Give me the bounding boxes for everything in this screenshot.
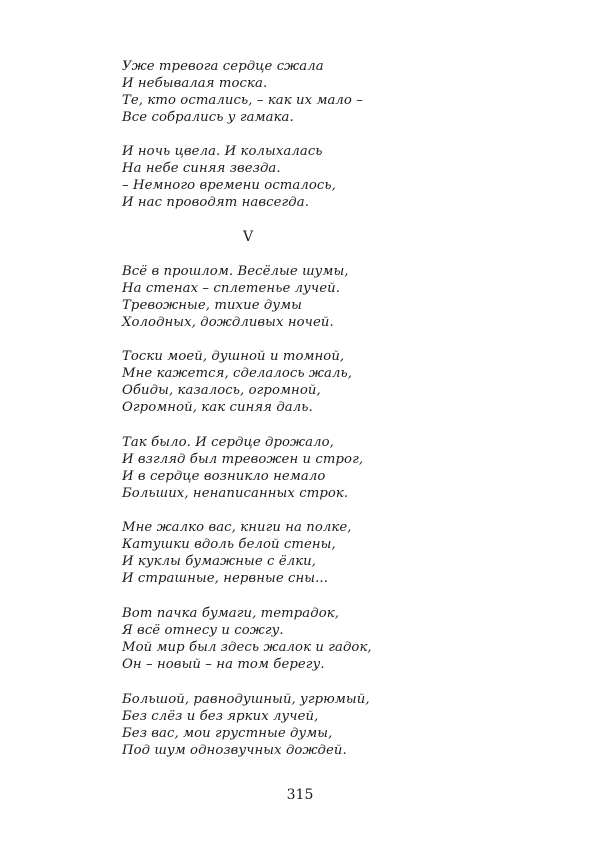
poem-line: Всё в прошлом. Весёлые шумы, (122, 264, 349, 279)
poem-line: Катушки вдоль белой стены, (122, 537, 336, 552)
poem-line: Вот пачка бумаги, тетрадок, (122, 606, 340, 621)
poem-line: И куклы бумажные с ёлки, (122, 554, 317, 569)
poem-line: Тревожные, тихие думы (122, 298, 302, 313)
poem-line: И в сердце возникло немало (122, 469, 326, 484)
poem-line: И ночь цвела. И колыхалась (122, 144, 323, 159)
poem-line: Мой мир был здесь жалок и гадок, (122, 640, 372, 655)
poem-line: И небывалая тоска. (122, 76, 268, 91)
poem-line: Огромной, как синяя даль. (122, 400, 313, 415)
poem-line: На стенах – сплетенье лучей. (122, 281, 341, 296)
poem-line: Уже тревога сердце сжала (122, 59, 324, 74)
poem-line: На небе синяя звезда. (122, 161, 281, 176)
poem-line: Так было. И сердце дрожало, (122, 435, 334, 450)
poem-line: Мне кажется, сделалось жаль, (122, 366, 353, 381)
poem-line: Обиды, казалось, огромной, (122, 383, 321, 398)
poem-line: Я всё отнесу и сожгу. (122, 623, 284, 638)
poem-line: И взгляд был тревожен и строг, (122, 452, 364, 467)
poem-line: Большой, равнодушный, угрюмый, (122, 692, 370, 707)
poem-line: Без вас, мои грустные думы, (122, 726, 333, 741)
poem-line: Те, кто остались, – как их мало – (122, 93, 363, 108)
poem-line: – Немного времени осталось, (122, 178, 336, 193)
poem-line: Без слёз и без ярких лучей, (122, 709, 319, 724)
poem-line: Он – новый – на том берегу. (122, 657, 325, 672)
poem-line: И нас проводят навсегда. (122, 195, 309, 210)
poem-line: И страшные, нервные сны... (122, 571, 329, 586)
section-number: V (242, 229, 254, 245)
poem-line: Мне жалко вас, книги на полке, (122, 520, 352, 535)
poem-line: Под шум однозвучных дождей. (122, 743, 347, 758)
poem-line: Тоски моей, душной и томной, (122, 349, 345, 364)
poem-line: Все собрались у гамака. (122, 110, 294, 125)
page-number: 315 (286, 787, 314, 803)
poem-line: Холодных, дождливых ночей. (122, 315, 334, 330)
poem-line: Больших, ненаписанных строк. (122, 486, 349, 501)
